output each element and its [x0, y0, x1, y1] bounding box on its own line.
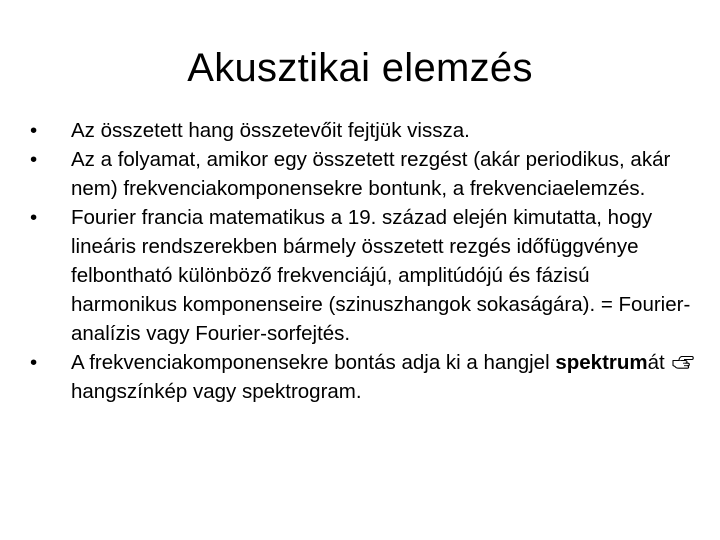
bullet-item — [30, 116, 700, 145]
bullet-item — [30, 203, 700, 348]
pointing-hand-icon — [672, 349, 694, 365]
bullet-list — [30, 116, 700, 406]
bullet-marker: • — [30, 119, 38, 142]
slide-title: Akusztikai elemzés — [187, 46, 533, 90]
bullet-text: Fourier francia matematikus a 19. század elején kimutatta, hogy lineáris rendszerekben bármely összetett rezgés időfüggvénye felbontható különböző frekvenciájú, amplitúdójú és fázisú harmonikus komponenseire (szinuszhangok sokaságára). = Fourier-analízis vagy Fourier-sorfejtés. — [71, 206, 691, 345]
bullet-text: Az a folyamat, amikor egy összetett rezgést (akár periodikus, akár nem) frekvenciakomponensekre bontunk, a frekvenciaelemzés. — [71, 148, 671, 200]
bullet-item — [30, 145, 700, 203]
bullet-text: Az összetett hang összetevőit fejtjük vissza. — [71, 119, 470, 142]
bullet-marker: • — [30, 148, 38, 171]
bullet-item — [30, 348, 700, 406]
bold-term: spektrum — [555, 351, 648, 374]
bullet-text-start: A frekvenciakomponensekre bontás adja ki a hangjel — [71, 351, 556, 374]
bullet-text-suffix: át — [647, 351, 671, 374]
bullet-marker: • — [30, 206, 38, 229]
bullet-marker: • — [30, 351, 38, 374]
bullet-text-end: hangszínkép vagy spektrogram. — [71, 380, 362, 403]
